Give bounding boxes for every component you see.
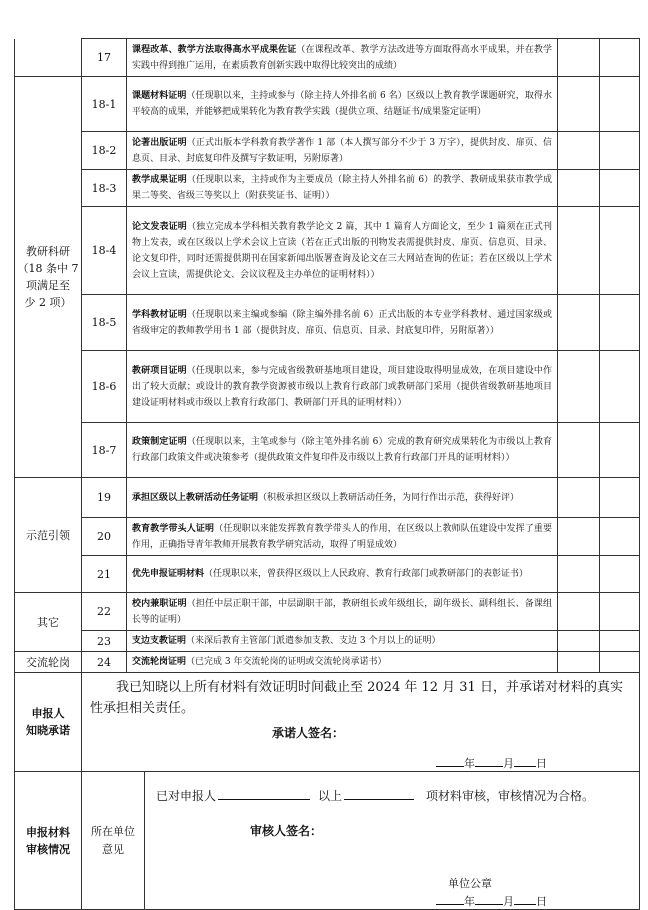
check-cell[interactable] — [600, 652, 640, 673]
row-item — [127, 170, 558, 207]
row-item — [127, 207, 558, 295]
month-label: 月 — [503, 757, 514, 770]
category-demo — [15, 478, 82, 593]
row-item — [127, 39, 558, 77]
check-cell[interactable] — [558, 631, 600, 652]
row-number: 23 — [82, 631, 127, 652]
unit-opinion-label: 意见 — [102, 842, 124, 856]
item-title: 支边支教证明 — [132, 636, 187, 646]
row-number: 21 — [82, 556, 127, 593]
year-blank[interactable] — [436, 766, 464, 767]
row-item — [127, 132, 558, 170]
table-row — [15, 556, 640, 593]
audit-statement — [82, 786, 639, 806]
unit-opinion-cell — [82, 772, 145, 909]
table-row — [15, 518, 640, 556]
check-cell[interactable] — [600, 39, 640, 77]
category-label: 示范引领 — [26, 528, 70, 542]
table-row — [15, 295, 640, 351]
check-cell[interactable] — [600, 423, 640, 478]
item-desc: （已完成 3 年交流轮岗的证明或交流轮岗承诺书） — [186, 657, 387, 667]
table-row — [15, 170, 640, 207]
check-cell[interactable] — [558, 423, 600, 478]
check-cell[interactable] — [558, 170, 600, 207]
check-cell[interactable] — [558, 351, 600, 423]
table-row — [15, 77, 640, 132]
promise-row — [15, 673, 640, 772]
table-row — [15, 351, 640, 423]
category-research — [15, 77, 82, 478]
item-title: 优先申报证明材料 — [132, 569, 205, 579]
row-item — [127, 423, 558, 478]
row-item — [127, 77, 558, 132]
check-cell[interactable] — [558, 77, 600, 132]
item-title: 交流轮岗证明 — [132, 657, 187, 667]
promise-date — [82, 755, 639, 771]
audit-signer-label: 审核人签名： — [250, 824, 323, 838]
promise-label-line: 申报人 — [31, 707, 65, 720]
row-item — [127, 631, 558, 652]
category-label: 教研科研 — [26, 245, 70, 258]
item-desc: （任现职以来，主持或作为主要成员（除主持人外排名前 6）的教学、教研成果获市教学成果二等奖、省级三等奖以上（附获奖证书、证明）） — [132, 175, 552, 201]
audit-label-line: 审核情况 — [26, 842, 70, 856]
row-item — [127, 518, 558, 556]
audit-content — [82, 772, 640, 910]
item-desc: （任现职以来主编或参编（除主编外排名前 6）正式出版的本专业学科教材、通过国家级或省级审定的教师教学用书 1 部（提供封皮、扉页、信息页、目录、封底复印件，另附原著）） — [132, 309, 552, 336]
audit-row — [15, 772, 640, 910]
row-item — [127, 478, 558, 518]
year-label: 年 — [464, 895, 475, 908]
audit-text: 已对申报人 — [156, 789, 217, 803]
item-desc: （正式出版本学科教育教学著作 1 部（本人撰写部分不少于 3 万字），提供封皮、扉页、信息页、目录、封底复印件及撰写字数证明，另附原著） — [132, 137, 552, 164]
item-title: 论著出版证明 — [132, 137, 187, 148]
row-number: 18-6 — [82, 351, 127, 423]
item-title: 教学成果证明 — [132, 175, 187, 185]
audit-text: 项材料审核，审核情况为合格。 — [426, 789, 595, 803]
promise-content — [82, 673, 640, 772]
table-row — [15, 207, 640, 295]
table-row — [15, 593, 640, 631]
count-blank[interactable] — [344, 799, 414, 800]
applicant-blank[interactable] — [218, 799, 310, 800]
category-label: 交流轮岗 — [26, 655, 70, 669]
year-label: 年 — [464, 757, 475, 770]
item-desc: （任现职以来，主持或参与（除主持人外排名前 6 名）区级以上教育教学课题研究，取得水平较高的成果，并能够把成果转化为教育教学实践（提供立项、结题证书/成果鉴定证明） — [132, 91, 552, 117]
check-cell[interactable] — [600, 593, 640, 631]
check-cell[interactable] — [558, 518, 600, 556]
table-row — [15, 132, 640, 170]
check-cell[interactable] — [600, 478, 640, 518]
check-cell[interactable] — [600, 207, 640, 295]
day-label: 日 — [536, 895, 547, 908]
unit-opinion-label: 所在单位 — [91, 824, 135, 838]
category-other — [15, 593, 82, 652]
item-desc: （独立完成本学科相关教育教学论文 2 篇，其中 1 篇育人方面论文，至少 1 篇须在正式刊物上发表，或在区级以上学术会议上宣读（若在正式出版的刊物发表需提供封皮、扉页、信息页、目录、论文复印件，同时还需提供期刊在国家新闻出版署查询及论文在三大网站查询的佐证；若在区级以上学术会议上宣读，需提供论文、会议议程及主办单位的证明材料）） — [132, 221, 552, 280]
row-number: 18-7 — [82, 423, 127, 478]
category-cell — [15, 39, 82, 77]
check-cell[interactable] — [600, 351, 640, 423]
audit-label-line: 申报材料 — [26, 825, 70, 839]
row-number: 18-5 — [82, 295, 127, 351]
category-note: 项满足至 — [26, 279, 70, 292]
materials-table — [14, 38, 640, 910]
check-cell[interactable] — [558, 295, 600, 351]
item-title: 学科教材证明 — [132, 309, 187, 320]
row-item — [127, 295, 558, 351]
check-cell[interactable] — [558, 132, 600, 170]
check-cell[interactable] — [558, 39, 600, 77]
check-cell[interactable] — [558, 478, 600, 518]
row-number: 24 — [82, 652, 127, 673]
row-number: 18-1 — [82, 77, 127, 132]
audit-text: 以上 — [318, 789, 343, 803]
table-row — [15, 478, 640, 518]
month-blank[interactable] — [475, 766, 503, 767]
audit-label — [15, 772, 82, 910]
item-title: 校内兼职证明 — [132, 598, 187, 609]
item-title: 课题材料证明 — [132, 91, 187, 101]
item-desc: （任现职以来，参与完成省级教研基地项目建设，项目建设取得明显成效，在项目建设中作出了较大贡献；或设计的教育教学资源被市级以上教育行政部门或教研部门采用（提供省级教研基地项目建设证明材料或市级以上教育行政部门、教研部门开具的证明材料）） — [132, 365, 552, 408]
row-number: 18-4 — [82, 207, 127, 295]
audit-date — [82, 893, 639, 909]
row-item — [127, 556, 558, 593]
item-title: 课程改革、教学方法取得高水平成果佐证 — [132, 44, 297, 55]
row-number: 22 — [82, 593, 127, 631]
promise-signer-label: 承诺人签名： — [272, 726, 345, 740]
row-number: 20 — [82, 518, 127, 556]
day-blank[interactable] — [514, 904, 536, 905]
item-desc: （任现职以来，主笔或参与（除主笔外排名前 6）完成的教育研究成果转化为市级以上教育行政部门政策文件或决策参考（提供政策文件复印件及市级以上教育行政部门开具的证明材料）） — [132, 437, 552, 463]
item-desc: （任现职以来能发挥教育教学带头人的作用，在区级以上教师队伍建设中发挥了重要作用，正确指导青年教师开展教育教学研究活动，取得了明显成效） — [132, 523, 552, 550]
item-title: 政策制定证明 — [132, 437, 187, 447]
table-row — [15, 652, 640, 673]
row-item — [127, 351, 558, 423]
item-title: 论文发表证明 — [132, 221, 187, 232]
category-note: （18 条中 7 — [17, 262, 79, 275]
table-row — [15, 631, 640, 652]
item-title: 教研项目证明 — [132, 365, 187, 376]
check-cell[interactable] — [558, 207, 600, 295]
category-note: 少 2 项） — [24, 296, 72, 309]
table-row — [15, 39, 640, 77]
item-desc: （积极承担区级以上教研活动任务，为同行作出示范，获得好评） — [258, 492, 520, 503]
item-desc: （任现职以来，曾获得区级以上人民政府、教育行政部门或教研部门的表彰证书） — [204, 569, 529, 579]
category-rotation — [15, 652, 82, 673]
check-cell[interactable] — [558, 652, 600, 673]
document — [14, 38, 639, 910]
row-number: 17 — [82, 39, 127, 77]
row-item — [127, 652, 558, 673]
row-number: 19 — [82, 478, 127, 518]
row-item — [127, 593, 558, 631]
day-blank[interactable] — [514, 766, 536, 767]
unit-seal-label: 单位公章 — [448, 877, 492, 890]
item-title: 承担区级以上教研活动任务证明 — [132, 492, 259, 503]
check-cell[interactable] — [600, 77, 640, 132]
check-cell[interactable] — [600, 518, 640, 556]
item-title: 教育教学带头人证明 — [132, 523, 215, 534]
category-label: 其它 — [37, 615, 59, 629]
promise-label-line: 知晓承诺 — [26, 724, 70, 737]
check-cell[interactable] — [600, 170, 640, 207]
item-desc: （来深后教育主管部门派遣参加支教、支边 3 个月以上的证明） — [186, 636, 441, 646]
check-cell[interactable] — [600, 295, 640, 351]
check-cell[interactable] — [558, 556, 600, 593]
row-number: 18-2 — [82, 132, 127, 170]
year-blank[interactable] — [436, 904, 464, 905]
check-cell[interactable] — [600, 132, 640, 170]
row-number: 18-3 — [82, 170, 127, 207]
promise-label — [15, 673, 82, 772]
check-cell[interactable] — [600, 556, 640, 593]
table-row — [15, 423, 640, 478]
item-desc: （担任中层正职干部，中层副职干部，教研组长或年级组长，副年级长、副科组长、备课组长等的证明） — [132, 598, 552, 625]
month-label: 月 — [503, 895, 514, 908]
day-label: 日 — [536, 757, 547, 770]
promise-text: 我已知晓以上所有材料有效证明时间截止至 2024 年 12 月 31 日，并承诺对材料的真实性承担相关责任。 — [90, 680, 623, 716]
check-cell[interactable] — [558, 593, 600, 631]
item-desc: （在课程改革、教学方法改进等方面取得高水平成果，并在教学实践中得到推广运用，在素质教育创新实践中取得比较突出的成绩） — [132, 44, 552, 71]
month-blank[interactable] — [475, 904, 503, 905]
check-cell[interactable] — [600, 631, 640, 652]
